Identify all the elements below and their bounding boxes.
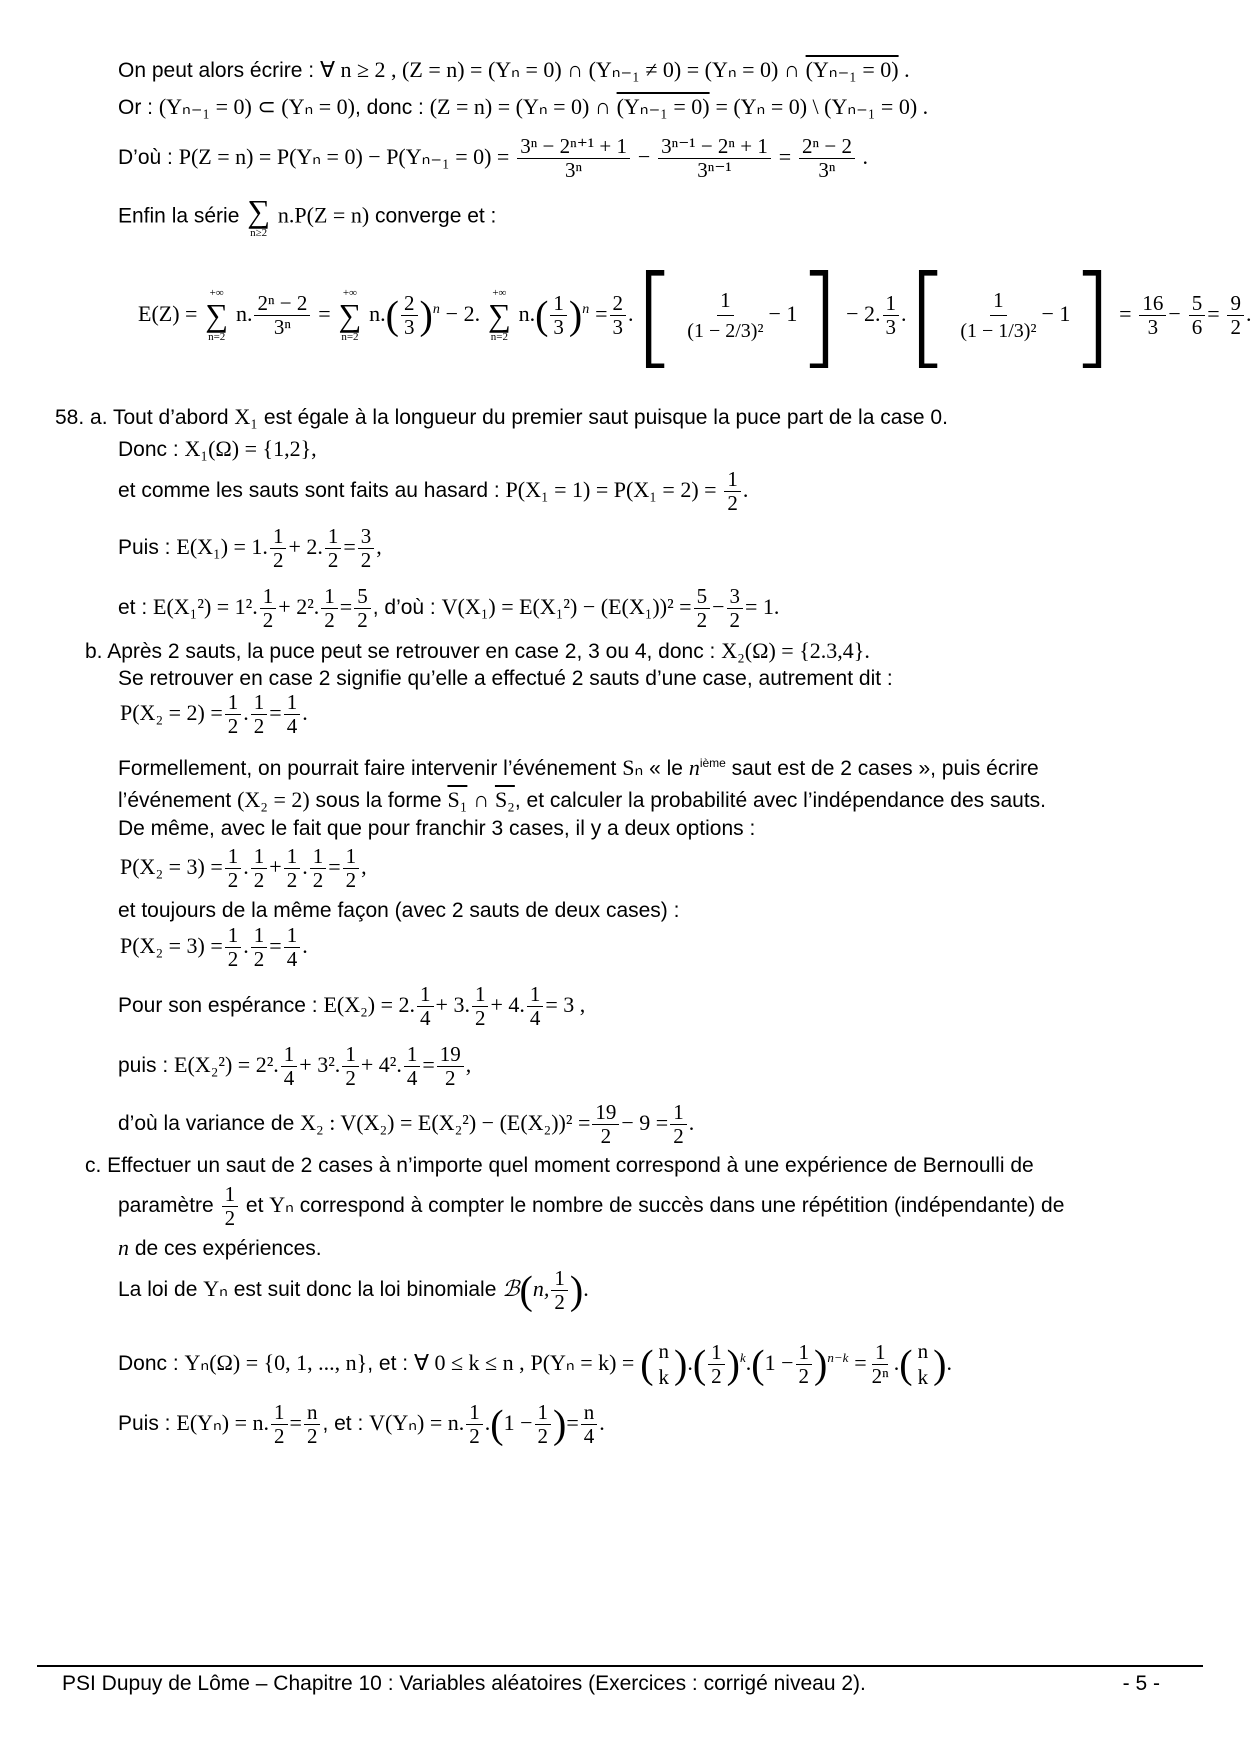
q58a-line4: Puis : E(X₁) = 1. $\frac{1}{2}$ + 2. $\frac{1}{2}$ = $\frac{3}{2}$ , (118, 523, 382, 572)
q58c-line1: c. Effectuer un saut de 2 cases à n’importe quel moment correspond à une expérience de Bernoulli de (85, 1154, 1034, 1177)
q58b-line5: l’événement (X₂ = 2) sous la forme S₁ ∩ S₂, et calculer la probabilité avec l’indépendance des sauts. (118, 787, 1047, 812)
q58a-line2: Donc : X₁(Ω) = {1,2}, (118, 436, 317, 461)
formula: (Yₙ₋₁ = 0) ⊂ (Yₙ = 0) (158, 94, 355, 119)
formula: P(Z = n) = P(Yₙ = 0) − P(Yₙ₋₁ = 0) = (178, 144, 510, 169)
q58a-line1: 58. a. Tout d’abord X₁ est égale à la longueur du premier saut puisque la puce part de la case 0. (55, 404, 948, 429)
q58b-line6: De même, avec le fait que pour franchir 3 cases, il y a deux options : (118, 817, 756, 840)
q58b-line8: et toujours de la même façon (avec 2 sauts de deux cases) : (118, 899, 680, 922)
line-3: D’où : P(Z = n) = P(Yₙ = 0) − P(Yₙ₋₁ = 0) = $\frac{\text{3ⁿ − 2ⁿ⁺¹ + 1}}{\text{3ⁿ}}$ − $\frac{\text{3ⁿ⁻¹ − 2ⁿ + 1}}{\text{3ⁿ⁻¹}}$ = $\frac{\text{2ⁿ − 2}}{\text{3ⁿ}}$ . (118, 133, 868, 182)
footer-title: PSI Dupuy de Lôme – Chapitre 10 : Variables aléatoires (Exercices : corrigé niveau 2). (62, 1672, 866, 1695)
fraction: $\frac{\text{3ⁿ⁻¹ − 2ⁿ + 1}}{\text{3ⁿ⁻¹}}$ (658, 135, 771, 182)
q58b-line11: puis : E(X₂²) = 2². $\frac{1}{4}$ + 3². $\frac{1}{2}$ + 4². $\frac{1}{4}$ = $\frac{19}{2}$ , (118, 1041, 472, 1090)
formula: ∀ n ≥ 2 , (Z = n) = (Yₙ = 0) ∩ (Yₙ₋₁ ≠ 0) = (Yₙ = 0) ∩ (319, 57, 800, 82)
q58b-line2: Se retrouver en case 2 signifie qu’elle a effectué 2 sauts d’une case, autrement dit : (118, 667, 893, 690)
formula: n.P(Z = n) (277, 202, 370, 228)
q58b-line10: Pour son espérance : E(X₂) = 2. $\frac{1}{4}$ + 3. $\frac{1}{2}$ + 4. $\frac{1}{4}$ = 3 , (118, 981, 586, 1030)
q58c-line6: Puis : E(Yₙ) = n. $\frac{1}{2}$ = $\frac{n}{2}$ , et : V(Yₙ) = n. $\frac{1}{2}$ .(1 − $\frac{1}{2}$ )= $\frac{n}{4}$ . (118, 1399, 605, 1448)
formula: (Yₙ₋₁ = 0) (805, 57, 899, 82)
formula: (Z = n) = (Yₙ = 0) ∩ (429, 94, 611, 119)
q58c-line5: Donc : Yₙ(Ω) = {0, 1, ..., n}, et : ∀ 0 ≤ k ≤ n , P(Yₙ = k) = ( n k ).( $\frac{1}{2}$ )$^k$.(1 − $\frac{1}{2}$ )$^{n-k}$ = $\frac{1}{\text{2ⁿ}}$ .( n k ). (118, 1339, 952, 1390)
q58a-line3: et comme les sauts sont faits au hasard : P(X₁ = 1) = P(X₁ = 2) = $\frac{1}{2}$ . (118, 466, 749, 515)
line-4 (118, 195, 1200, 239)
line-2 (118, 94, 1200, 121)
text: Or : (118, 96, 153, 119)
text: On peut alors écrire : (118, 59, 315, 82)
page-number: - 5 - (1122, 1672, 1160, 1695)
formula: = (Yₙ = 0) \ (Yₙ₋₁ = 0) . (715, 94, 929, 119)
q58a-line5: et : E(X₁²) = 1². $\frac{1}{2}$ + 2². $\frac{1}{2}$ = $\frac{5}{2}$ , d’où : V(X₁) = E(X₁²) − (E(X₁))² = $\frac{5}{2}$ − $\frac{3}{2}$ = 1. (118, 583, 780, 632)
footer-divider (37, 1665, 1203, 1667)
text: , donc : (355, 96, 424, 119)
q58b-line4: Formellement, on pourrait faire intervenir l’événement Sₙ « le $n^{ième}$ saut est de 2 cases », puis écrire (118, 755, 1039, 780)
text: D’où : (118, 146, 173, 169)
formula: (Yₙ₋₁ = 0) (616, 94, 710, 119)
ez-formula: E(Z) = +∞ ∑ n=2 n. $\frac{\text{2ⁿ − 2}}{\text{3ⁿ}}$ = +∞ ∑ n=2 n.( $\frac{2}{3}$ )$^n$ − 2. +∞ ∑ n=2 n.( $\frac{1}{3}$ )$^n$ = $\frac{2}{3}$ .[ $\frac{1}{\text{(1 − 2/3)²}}$ − 1] − 2. $\frac{1}{3}$ .[ $\frac{1}{\text{(1 − 1/3)²}}$ − 1] = $\frac{16}{3}$ − $\frac{5}{6}$ = $\frac{9}{2}$ . (138, 251, 1251, 380)
q58c-line3: n de ces expériences. (118, 1235, 322, 1260)
q58b-line7: P(X₂ = 3) = $\frac{1}{2}$ . $\frac{1}{2}$ + $\frac{1}{2}$ . $\frac{1}{2}$ = $\frac{1}{2}$ , (120, 843, 367, 892)
q58b-line3: P(X₂ = 2) = $\frac{1}{2}$ . $\frac{1}{2}$ = $\frac{1}{4}$ . (120, 689, 308, 738)
line-1: On peut alors écrire : ∀ n ≥ 2 , (Z = n) = (Yₙ = 0) ∩ (Yₙ₋₁ ≠ 0) = (Yₙ = 0) ∩ (Yₙ₋₁ = 0) . (118, 57, 910, 82)
sum-symbol: ∑ n≥2 (247, 193, 271, 239)
text: converge et : (374, 204, 497, 228)
text: Enfin la série (118, 204, 240, 228)
q58b-line1: b. Après 2 sauts, la puce peut se retrouver en case 2, 3 ou 4, donc : X₂(Ω) = {2.3,4}. (85, 638, 870, 663)
q58b-line9: P(X₂ = 3) = $\frac{1}{2}$ . $\frac{1}{2}$ = $\frac{1}{4}$ . (120, 922, 308, 971)
fraction: $\frac{\text{2ⁿ − 2}}{\text{3ⁿ}}$ (799, 135, 855, 182)
fraction: $\frac{\text{3ⁿ − 2ⁿ⁺¹ + 1}}{\text{3ⁿ}}$ (517, 135, 630, 182)
q58c-line4: La loi de Yₙ est suit donc la loi binomiale ℬ(n, $\frac{1}{2}$ ). (118, 1265, 589, 1314)
q58c-line2: paramètre $\frac{1}{2}$ et Yₙ correspond à compter le nombre de succès dans une répétition (indépendante) de (118, 1181, 1065, 1230)
q58b-line12: d’où la variance de X₂ : V(X₂) = E(X₂²) − (E(X₂))² = $\frac{19}{2}$ − 9 = $\frac{1}{2}$ . (118, 1099, 695, 1148)
